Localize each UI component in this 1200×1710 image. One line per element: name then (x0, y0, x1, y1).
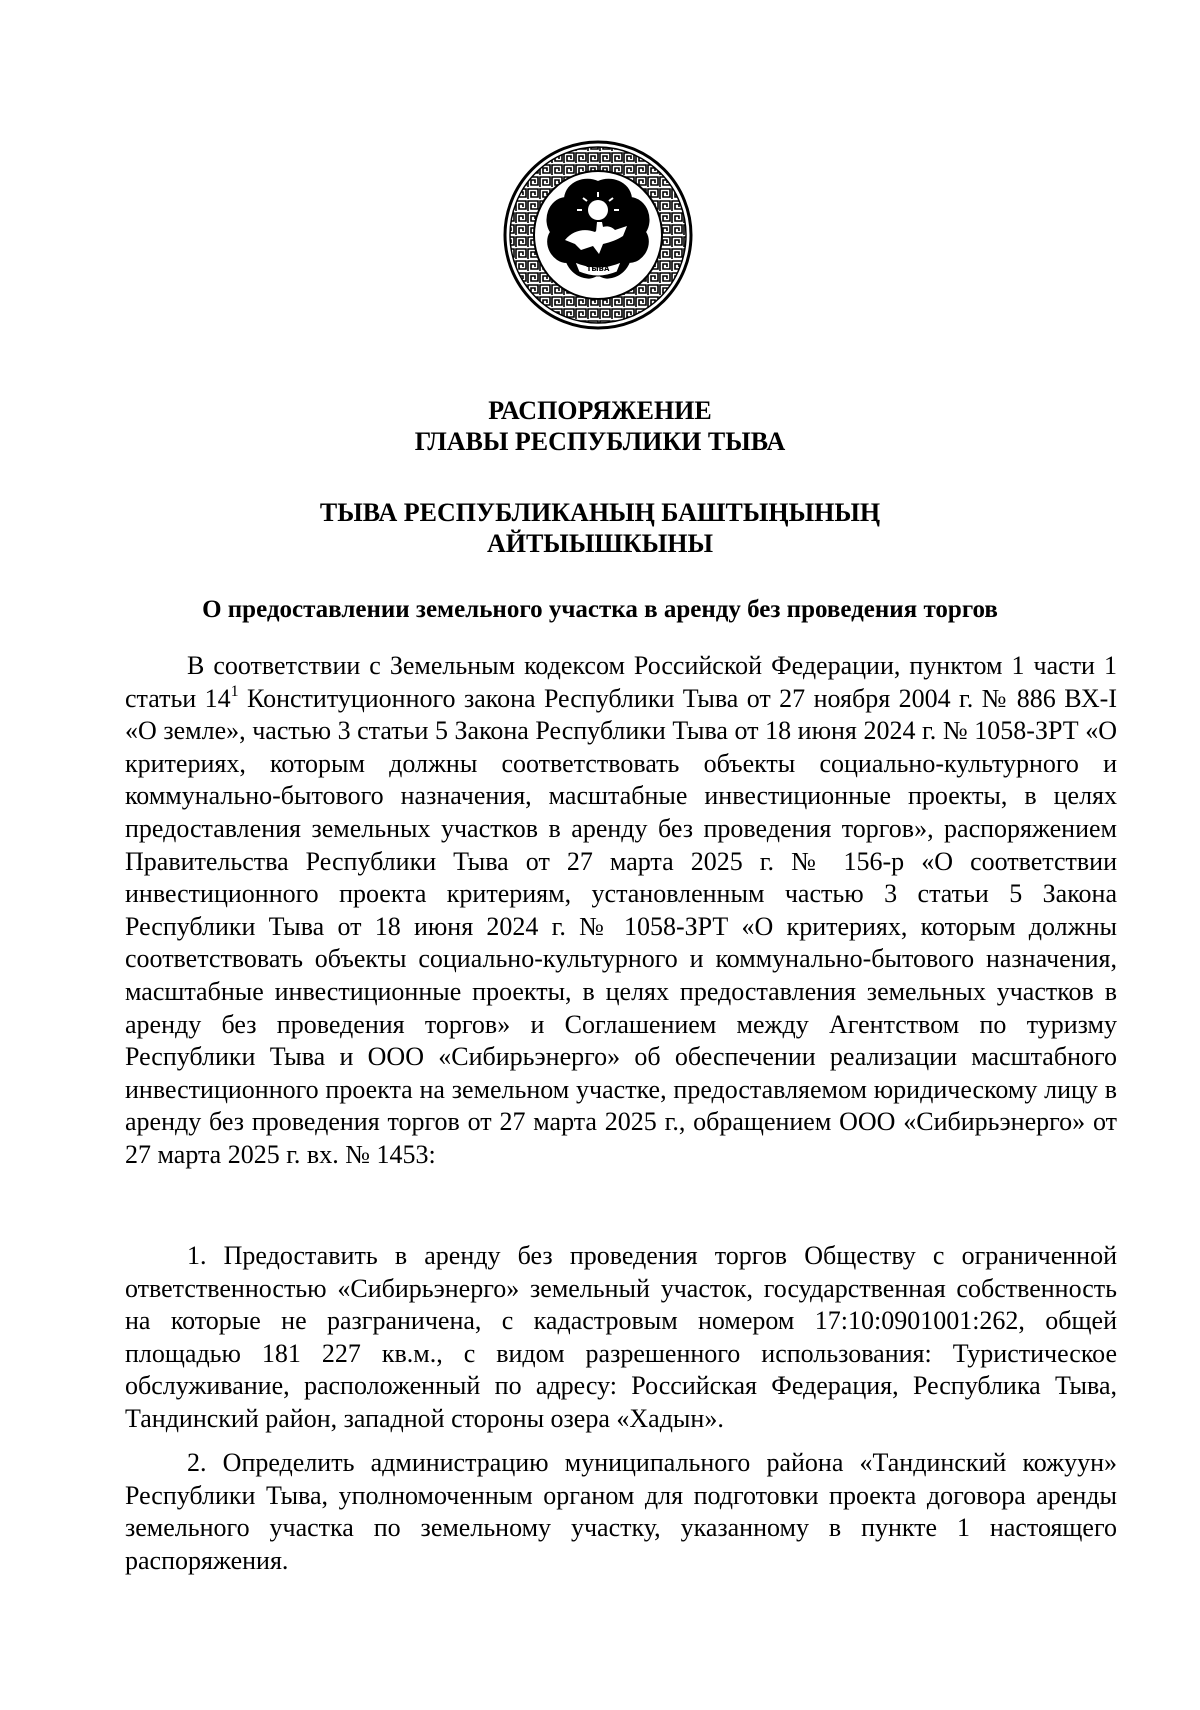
document-title (0, 395, 1200, 457)
title-line-1: РАСПОРЯЖЕНИЕ (488, 396, 712, 425)
tuvan-title-line-1: ТЫВА РЕСПУБЛИКАНЫҢ БАШТЫҢЫНЫҢ (319, 498, 881, 527)
title-line-2: ГЛАВЫ РЕСПУБЛИКИ ТЫВА (414, 427, 786, 456)
emblem-label: ТЫВА (586, 265, 610, 273)
preamble-text-b: Конституционного закона Республики Тыва от 27 ноября 2004 г. № 886 ВХ-I «О земле», частью 3 статьи 5 Закона Республики Тыва от 18 июня 2024 г. № 1058-ЗРТ «О критериях, которым должны соответствовать объекты социально-культурного и коммунально-бытового назначения, масштабные инвестиционные проекты, в целях предоставления земельных участков в аренду без проведения торгов», распоряжением Правительства Республики Тыва от 27 марта 2025 г. № 156-р «О соответствии инвестиционного проекта критериям, установленным частью 3 статьи 5 Закона Республики Тыва от 18 июня 2024 г. № 1058-ЗРТ «О критериях, которым должны соответствовать объекты социально-культурного и коммунально-бытового назначения, масштабные инвестиционные проекты, в целях предоставления земельных участков в аренду без проведения торгов» и Соглашением между Агентством по туризму Республики Тыва и ООО «Сибирьэнерго» об обеспечении реализации масштабного инвестиционного проекта на земельном участке, предоставляемом юридическому лицу в аренду без проведения торгов от 27 марта 2025 г., обращением ООО «Сибирьэнерго» от 27 марта 2025 г. вх. № 1453: (125, 683, 1117, 1169)
preamble-paragraph (125, 650, 1117, 1172)
item-1-paragraph: 1. Предоставить в аренду без проведения торгов Обществу с ограниченной ответственностью «Сибирьэнерго» земельный участок, государственная собственность на которые не разграничена, с кадастровым номером 17:10:0901001:262, общей площадью 181 227 кв.м., с видом разрешенного использования: Туристическое обслуживание, расположенный по адресу: Российская Федерация, Республика Тыва, Тандинский район, западной стороны озера «Хадын». (125, 1241, 1117, 1433)
document-subject: О предоставлении земельного участка в аренду без проведения торгов (202, 596, 998, 623)
document-title-tuvan (0, 497, 1200, 559)
preamble-superscript: 1 (230, 682, 239, 700)
item-2-paragraph: 2. Определить администрацию муниципального района «Тандинский кожуун» Республики Тыва, уполномоченным органом для подготовки проекта договора аренды земельного участка по земельному участку, указанному в пункте 1 настоящего распоряжения. (125, 1448, 1117, 1575)
tuva-coat-of-arms-icon (503, 140, 693, 330)
tuvan-title-line-2: АЙТЫЫШКЫНЫ (486, 529, 714, 558)
preamble-text-a: В соответствии с Земельным кодексом Российской Федерации, пунктом 1 части 1 статьи 14 (125, 651, 1117, 713)
